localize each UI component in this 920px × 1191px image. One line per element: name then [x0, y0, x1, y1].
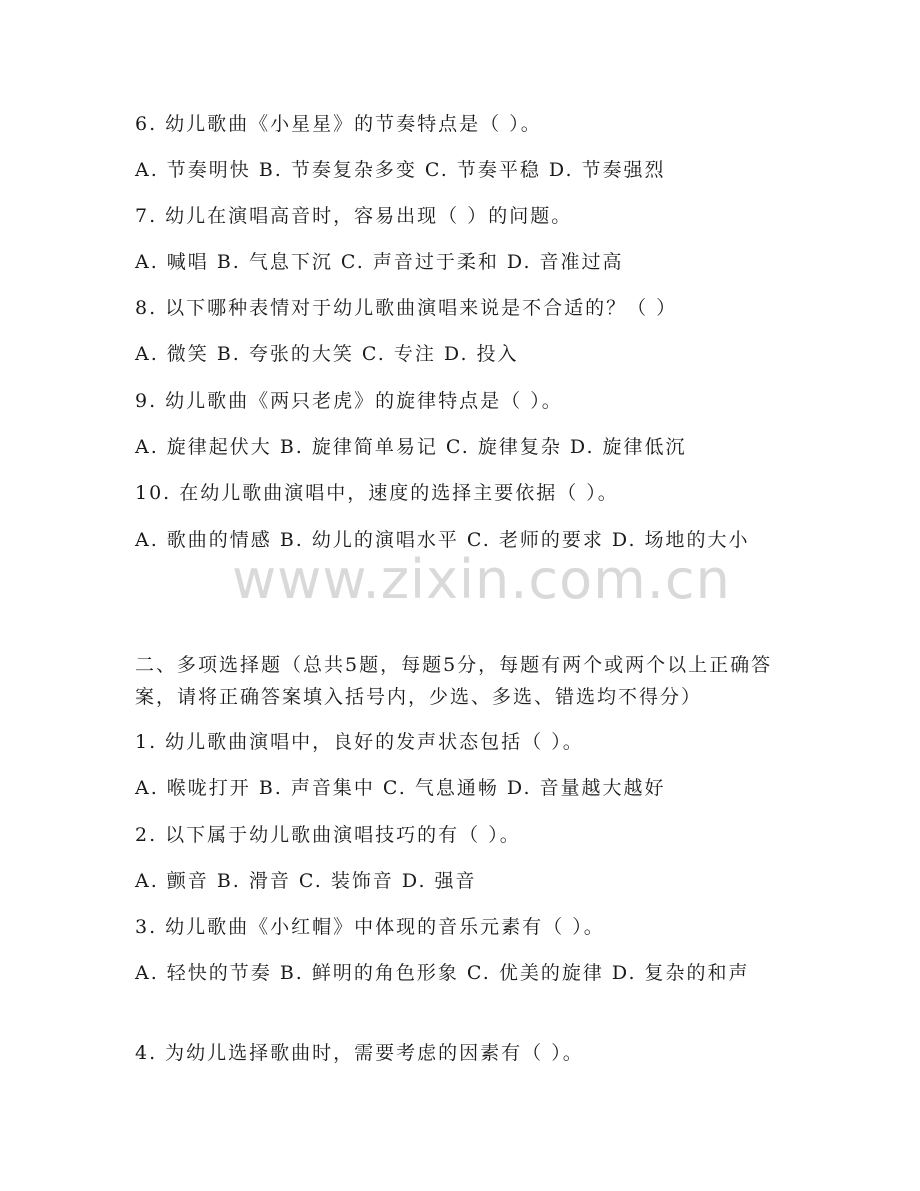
question-7-options: A. 喊唱 B. 气息下沉 C. 声音过于柔和 D. 音准过高 [135, 251, 624, 273]
mc-question-2-options: A. 颤音 B. 滑音 C. 装饰音 D. 强音 [135, 870, 477, 892]
mc-question-1-options: A. 喉咙打开 B. 声音集中 C. 气息通畅 D. 音量越大越好 [135, 777, 666, 799]
mc-question-1: 1. 幼儿歌曲演唱中，良好的发声状态包括（ ）。 [135, 731, 584, 753]
question-9-options: A. 旋律起伏大 B. 旋律简单易记 C. 旋律复杂 D. 旋律低沉 [135, 436, 687, 458]
mc-question-3: 3. 幼儿歌曲《小红帽》中体现的音乐元素有（ ）。 [135, 916, 605, 938]
question-6-options: A. 节奏明快 B. 节奏复杂多变 C. 节奏平稳 D. 节奏强烈 [135, 159, 666, 181]
question-7: 7. 幼儿在演唱高音时，容易出现（ ）的问题。 [135, 205, 573, 227]
question-9: 9. 幼儿歌曲《两只老虎》的旋律特点是（ ）。 [135, 390, 563, 412]
watermark: www.zixin.com.cn [232, 548, 731, 611]
question-10-options: A. 歌曲的情感 B. 幼儿的演唱水平 C. 老师的要求 D. 场地的大小 [135, 529, 750, 551]
question-6: 6. 幼儿歌曲《小星星》的节奏特点是（ ）。 [135, 113, 542, 135]
section-heading-multiple-choice: 二、多项选择题（总共5题，每题5分，每题有两个或两个以上正确答案，请将正确答案填入括号内，少选、多选、错选均不得分） [135, 654, 773, 708]
mc-question-3-options: A. 轻快的节奏 B. 鲜明的角色形象 C. 优美的旋律 D. 复杂的和声 [135, 962, 750, 984]
mc-question-4: 4. 为幼儿选择歌曲时，需要考虑的因素有（ ）。 [135, 1042, 584, 1064]
question-10: 10. 在幼儿歌曲演唱中，速度的选择主要依据（ ）。 [135, 482, 619, 504]
mc-question-2: 2. 以下属于幼儿歌曲演唱技巧的有（ ）。 [135, 824, 521, 846]
question-8: 8. 以下哪种表情对于幼儿歌曲演唱来说是不合适的？（ ） [135, 297, 678, 319]
question-8-options: A. 微笑 B. 夸张的大笑 C. 专注 D. 投入 [135, 343, 519, 365]
